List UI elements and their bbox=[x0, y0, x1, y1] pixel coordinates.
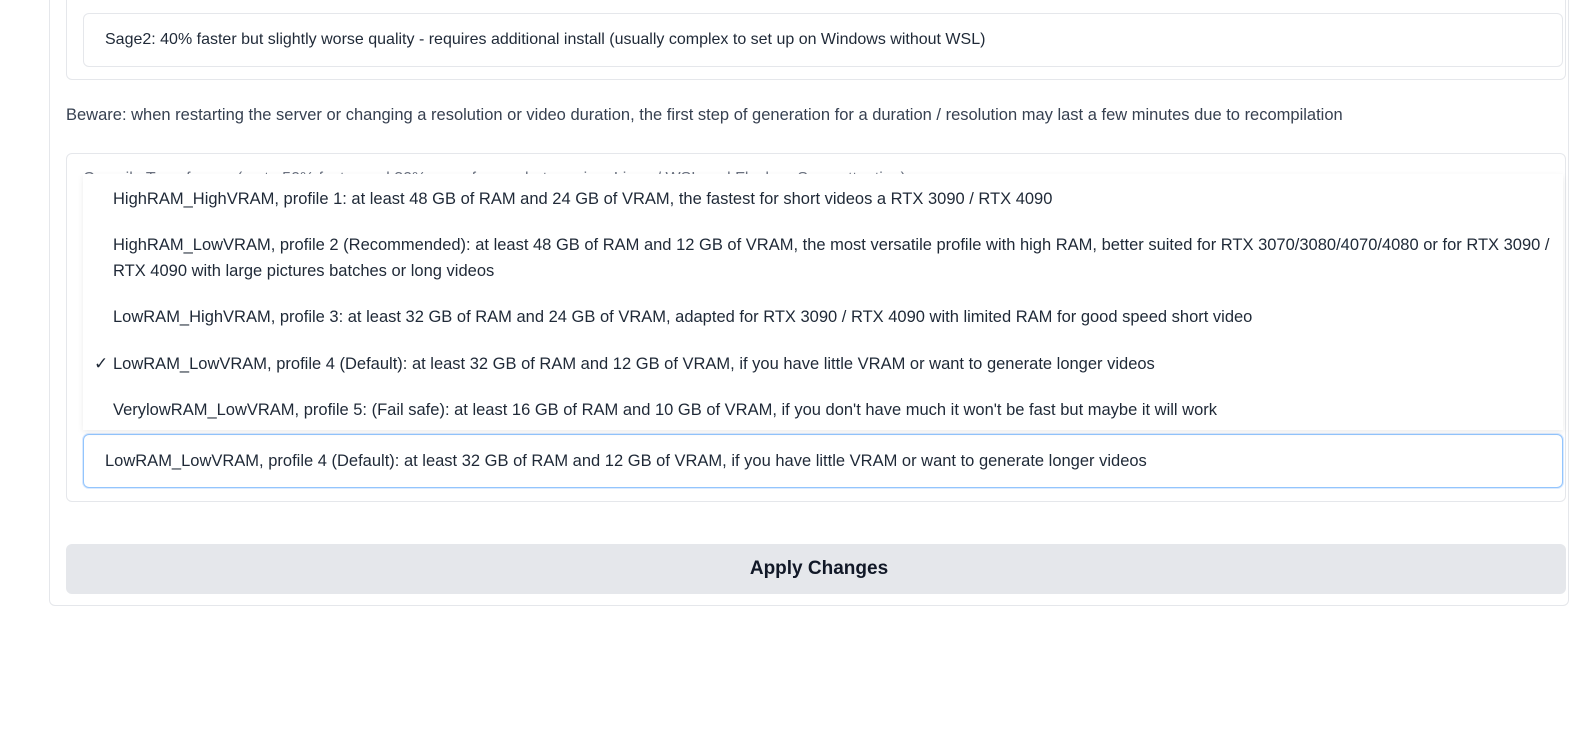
dropdown-option-profile-3[interactable] bbox=[83, 304, 1563, 330]
apply-changes-button[interactable]: Apply Changes bbox=[66, 544, 1566, 594]
option-label: HighRAM_LowVRAM, profile 2 (Recommended): at least 48 GB of RAM and 12 GB of VRAM, the most versatile profile with high RAM, better suited for RTX 3070/3080/4070/4080 or for RTX 3090 / RTX 4090 with large pictures batches or long videos bbox=[113, 236, 1550, 280]
checkmark-icon: ✓ bbox=[94, 354, 109, 373]
beware-note: Beware: when restarting the server or changing a resolution or video duration, the first step of generation for a duration / resolution may last a few minutes due to recompilation bbox=[66, 106, 1343, 124]
option-label: VerylowRAM_LowVRAM, profile 5: (Fail safe): at least 16 GB of RAM and 10 GB of VRAM, if you don't have much it won't be fast but maybe it will work bbox=[113, 401, 1218, 419]
option-label: LowRAM_HighVRAM, profile 3: at least 32 GB of RAM and 24 GB of VRAM, adapted for RTX 3090 / RTX 4090 with limited RAM for good speed short video bbox=[113, 308, 1253, 326]
option-label: HighRAM_HighVRAM, profile 1: at least 48 GB of RAM and 24 GB of VRAM, the fastest for short videos a RTX 3090 / RTX 4090 bbox=[113, 190, 1053, 208]
option-label: LowRAM_LowVRAM, profile 4 (Default): at least 32 GB of RAM and 12 GB of VRAM, if you have little VRAM or want to generate longer videos bbox=[113, 355, 1155, 373]
dropdown-option-profile-2[interactable] bbox=[83, 232, 1563, 284]
dropdown-option-profile-5[interactable] bbox=[83, 397, 1563, 423]
profile-dropdown-input[interactable] bbox=[83, 434, 1563, 488]
attention-selected-value: Sage2: 40% faster but slightly worse quality - requires additional install (usually complex to set up on Windows without WSL) bbox=[105, 31, 986, 48]
profile-dropdown-list bbox=[83, 174, 1563, 430]
dropdown-option-profile-1[interactable] bbox=[83, 186, 1563, 212]
profile-input-value: LowRAM_LowVRAM, profile 4 (Default): at least 32 GB of RAM and 12 GB of VRAM, if you have little VRAM or want to generate longer videos bbox=[105, 451, 1147, 470]
attention-dropdown[interactable] bbox=[83, 13, 1563, 67]
dropdown-option-profile-4[interactable] bbox=[83, 351, 1563, 377]
